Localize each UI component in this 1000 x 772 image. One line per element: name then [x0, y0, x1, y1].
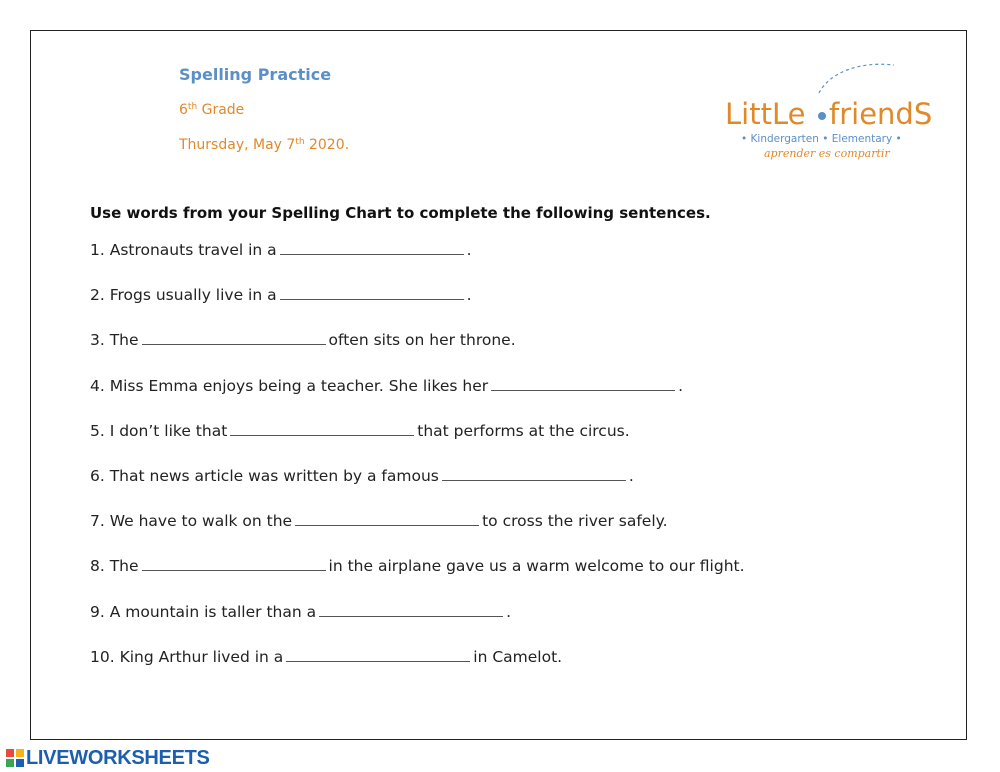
- sentence-text: 5. I don’t like that: [90, 421, 228, 440]
- sentence-list: [90, 241, 745, 693]
- sentence-text: to cross the river safely.: [482, 512, 668, 531]
- answer-blank-10[interactable]: [286, 648, 470, 662]
- sentence-text: 1. Astronauts travel in a: [90, 241, 277, 259]
- answer-blank-8[interactable]: [142, 557, 326, 571]
- answer-blank-6[interactable]: [442, 467, 626, 481]
- logo-tagline: • Kindergarten • Elementary •: [741, 133, 902, 145]
- sentence-text: 8. The: [90, 557, 139, 576]
- sentence-text: .: [506, 602, 512, 621]
- logo-motto: aprender es compartir: [764, 147, 890, 160]
- grade-suffix: th: [187, 102, 198, 112]
- answer-blank-5[interactable]: [230, 422, 414, 436]
- sentence-6: [90, 467, 745, 512]
- logo-flight-path-icon: [819, 64, 894, 93]
- sentence-4: [90, 377, 745, 422]
- sentence-2: [90, 286, 745, 331]
- logo-friends: friendS: [829, 97, 933, 131]
- logo-little: LittLe: [725, 97, 806, 131]
- sentence-text: in the airplane gave us a warm welcome to our flight.: [328, 557, 745, 576]
- answer-blank-4[interactable]: [491, 377, 675, 391]
- liveworksheets-logo-icon: [6, 749, 24, 767]
- grade-word: Grade: [197, 102, 245, 118]
- worksheet-page: [30, 30, 967, 740]
- worksheet-title: Spelling Practice: [179, 65, 332, 84]
- sentence-text: 10. King Arthur lived in a: [90, 647, 284, 666]
- liveworksheets-footer[interactable]: [6, 747, 210, 769]
- sentence-text: .: [628, 466, 634, 485]
- sentence-10: [90, 648, 745, 693]
- sentence-text: 6. That news article was written by a famous: [90, 466, 439, 485]
- answer-blank-1[interactable]: [280, 241, 464, 255]
- instructions-text: Use words from your Spelling Chart to complete the following sentences.: [90, 204, 711, 222]
- date-year: 2020.: [304, 137, 350, 153]
- sentence-text: .: [466, 286, 472, 305]
- sentence-8: [90, 557, 745, 602]
- sentence-7: [90, 512, 745, 557]
- sentence-text: 2. Frogs usually live in a: [90, 286, 277, 305]
- date-main: Thursday, May 7: [179, 137, 296, 153]
- sentence-1: [90, 241, 745, 286]
- answer-blank-7[interactable]: [295, 512, 479, 526]
- sentence-3: [90, 331, 745, 376]
- sentence-text: .: [466, 241, 472, 259]
- grade-number: 6: [179, 102, 188, 118]
- sentence-text: .: [678, 376, 684, 395]
- worksheet-date: [179, 137, 349, 153]
- little-friends-logo: [719, 53, 949, 160]
- logo-dot-icon: [818, 112, 826, 120]
- sentence-text: often sits on her throne.: [328, 331, 516, 350]
- answer-blank-2[interactable]: [280, 286, 464, 300]
- sentence-text: 4. Miss Emma enjoys being a teacher. She likes her: [90, 376, 489, 395]
- sentence-9: [90, 603, 745, 648]
- grade-label: [179, 102, 244, 118]
- sentence-text: 9. A mountain is taller than a: [90, 602, 317, 621]
- answer-blank-3[interactable]: [142, 331, 326, 345]
- sentence-text: 3. The: [90, 331, 139, 350]
- sentence-text: 7. We have to walk on the: [90, 512, 293, 531]
- sentence-text: in Camelot.: [473, 647, 563, 666]
- date-suffix: th: [295, 137, 305, 147]
- sentence-5: [90, 422, 745, 467]
- sentence-text: that performs at the circus.: [417, 421, 630, 440]
- liveworksheets-brand: LIVEWORKSHEETS: [26, 746, 210, 769]
- answer-blank-9[interactable]: [319, 603, 503, 617]
